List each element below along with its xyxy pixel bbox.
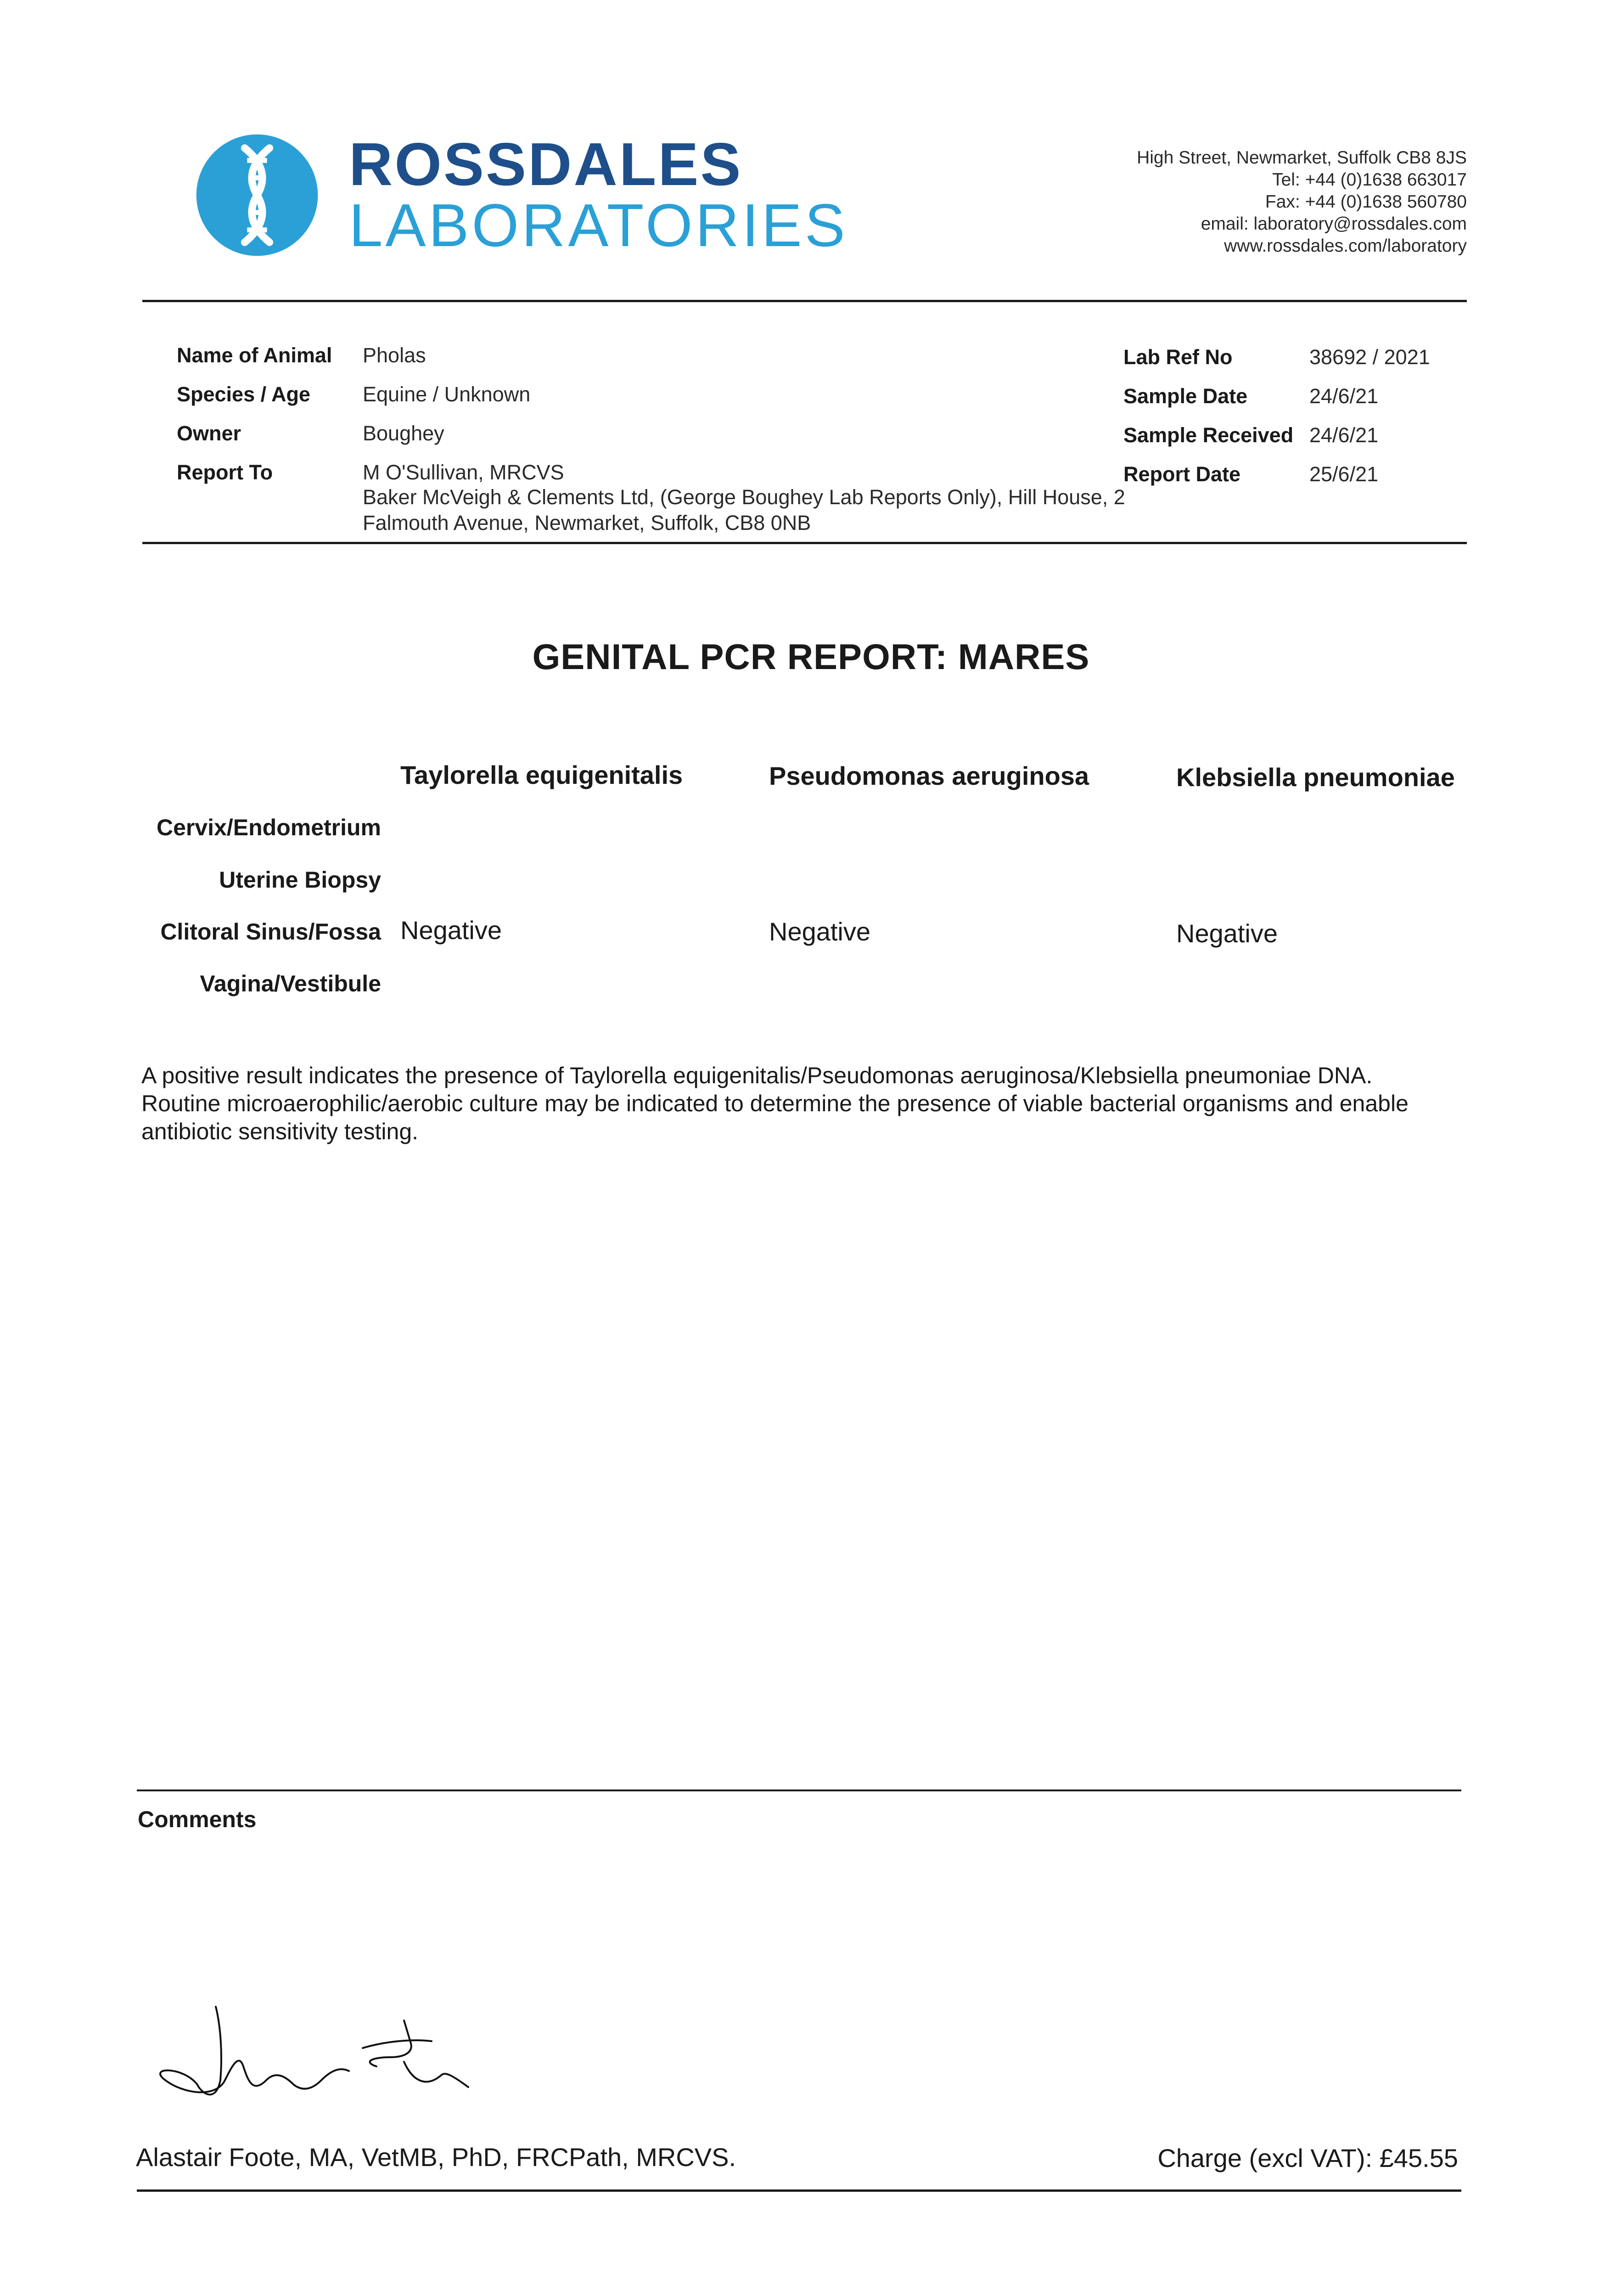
column-header-klebsiella: Klebsiella pneumoniae (1176, 763, 1455, 792)
sample-received-label: Sample Received (1123, 423, 1294, 447)
address-line: Fax: +44 (0)1638 560780 (1265, 192, 1467, 212)
column-header-pseudomonas: Pseudomonas aeruginosa (769, 761, 1089, 790)
note-line: Routine microaerophilic/aerobic culture may be indicated to determine the presence of viable bacterial organisms and enable (141, 1091, 1409, 1116)
species-age-value: Equine / Unknown (363, 383, 531, 406)
report-to-address-line: Baker McVeigh & Clements Ltd, (George Boughey Lab Reports Only), Hill House, 2 (363, 485, 1125, 509)
species-age-label: Species / Age (177, 383, 310, 406)
report-to-address (363, 484, 1143, 536)
address-line: email: laboratory@rossdales.com (1201, 214, 1467, 234)
logo-text-laboratories: LABORATORIES (349, 191, 848, 259)
charge-amount: Charge (excl VAT): £45.55 (1157, 2144, 1458, 2172)
owner-value: Boughey (363, 422, 444, 445)
result-note (141, 1062, 1473, 1146)
name-of-animal-label: Name of Animal (177, 343, 332, 367)
header-divider (142, 300, 1467, 302)
dna-helix-icon (195, 133, 319, 257)
report-to-address-line: Falmouth Avenue, Newmarket, Suffolk, CB8 0NB (363, 511, 811, 535)
signatory-name: Alastair Foote, MA, VetMB, PhD, FRCPath, MRCVS. (136, 2143, 736, 2172)
owner-label: Owner (177, 422, 241, 445)
report-date-value: 25/6/21 (1309, 462, 1379, 486)
logo-text-rossdales: ROSSDALES (349, 130, 743, 198)
result-pseudomonas-clitoral: Negative (769, 917, 871, 946)
report-title: GENITAL PCR REPORT: MARES (532, 636, 1090, 677)
signature (147, 1988, 487, 2117)
report-to-label: Report To (177, 461, 273, 484)
row-label-cervix: Cervix/Endometrium (156, 815, 381, 840)
comments-label: Comments (138, 1806, 257, 1832)
row-label-vagina: Vagina/Vestibule (200, 971, 381, 996)
sample-received-value: 24/6/21 (1309, 423, 1379, 447)
lab-address (1137, 147, 1467, 257)
result-klebsiella-clitoral: Negative (1176, 919, 1278, 948)
lab-ref-label: Lab Ref No (1123, 345, 1233, 369)
note-line: A positive result indicates the presence of Taylorella equigenitalis/Pseudomonas aeruginosa/Klebsiella pneumoniae DNA. (141, 1063, 1373, 1088)
lab-ref-value: 38692 / 2021 (1309, 345, 1430, 369)
sample-date-label: Sample Date (1123, 384, 1248, 408)
address-line: www.rossdales.com/laboratory (1224, 236, 1467, 256)
report-date-label: Report Date (1123, 462, 1241, 486)
row-label-uterine-biopsy: Uterine Biopsy (219, 867, 381, 893)
address-line: High Street, Newmarket, Suffolk CB8 8JS (1137, 148, 1467, 168)
info-divider (142, 542, 1467, 544)
row-label-clitoral-sinus: Clitoral Sinus/Fossa (160, 919, 381, 945)
note-line: antibiotic sensitivity testing. (141, 1119, 419, 1144)
name-of-animal-value: Pholas (363, 343, 426, 367)
report-to-name: M O'Sullivan, MRCVS (363, 461, 564, 484)
address-line: Tel: +44 (0)1638 663017 (1272, 170, 1467, 190)
result-taylorella-clitoral: Negative (400, 916, 502, 945)
footer-divider (137, 2189, 1461, 2192)
sample-date-value: 24/6/21 (1309, 384, 1379, 408)
column-header-taylorella: Taylorella equigenitalis (400, 760, 683, 789)
comments-divider (137, 1790, 1461, 1791)
